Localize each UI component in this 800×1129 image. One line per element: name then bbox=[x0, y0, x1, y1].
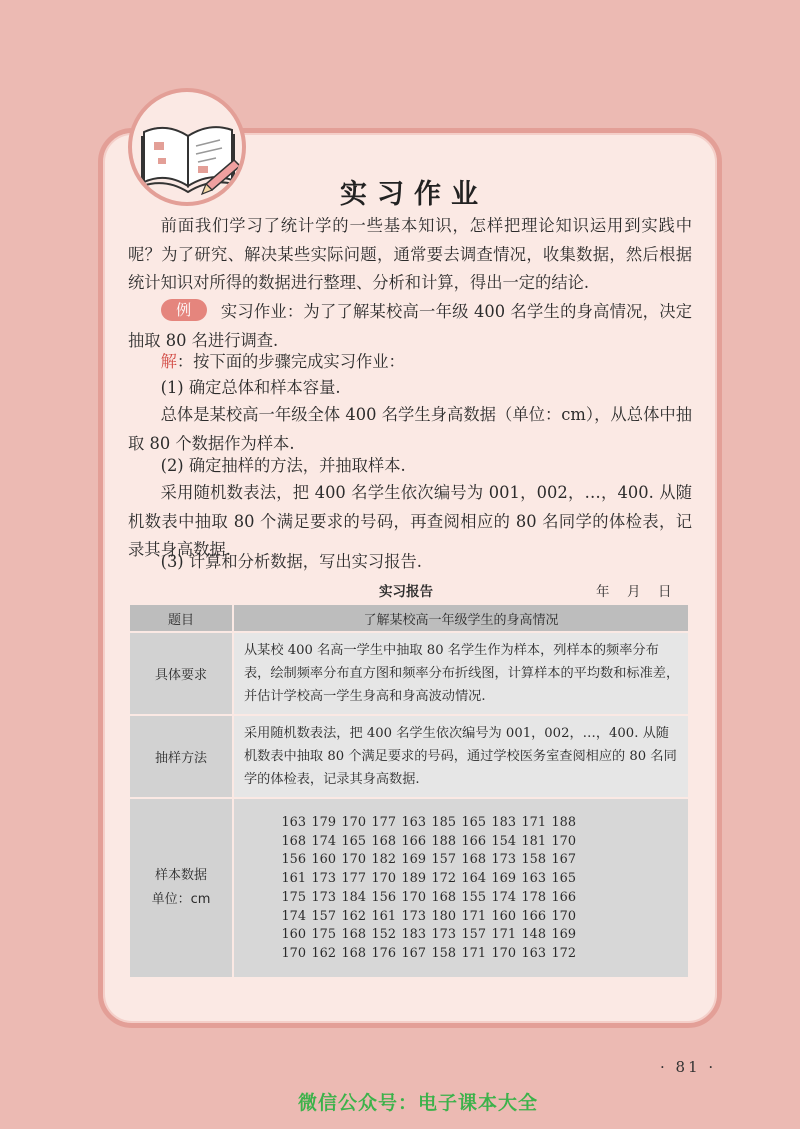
sample-value: 166 bbox=[401, 833, 426, 849]
sample-value: 167 bbox=[401, 945, 426, 961]
sample-value: 170 bbox=[371, 871, 396, 887]
step1-text: 总体是某校高一年级全体 400 名学生身高数据（单位：cm），从总体中抽取 80 个数据作为样本. bbox=[128, 405, 692, 453]
topic-label: 题目 bbox=[129, 604, 233, 632]
sample-value: 173 bbox=[431, 927, 456, 943]
sample-value: 175 bbox=[311, 927, 336, 943]
sample-value: 163 bbox=[521, 871, 546, 887]
sample-value: 152 bbox=[371, 927, 396, 943]
sample-value: 170 bbox=[491, 945, 516, 961]
sample-value: 161 bbox=[371, 908, 396, 924]
sample-value: 168 bbox=[431, 889, 456, 905]
watermark-text: 微信公众号：电子课本大全 bbox=[298, 1092, 539, 1114]
data-label-cell bbox=[129, 798, 233, 978]
topic-value: 了解某校高一年级学生的身高情况 bbox=[233, 604, 689, 632]
sample-value: 179 bbox=[311, 815, 336, 831]
sample-value: 162 bbox=[311, 945, 336, 961]
sample-value: 170 bbox=[551, 908, 576, 924]
sample-value: 177 bbox=[371, 815, 396, 831]
sample-value: 168 bbox=[461, 852, 486, 868]
sample-value: 178 bbox=[521, 889, 546, 905]
data-label: 样本数据 bbox=[154, 868, 207, 883]
sample-value: 177 bbox=[341, 871, 366, 887]
sample-value: 160 bbox=[311, 852, 336, 868]
sample-value: 154 bbox=[491, 833, 516, 849]
sample-value: 168 bbox=[341, 927, 366, 943]
sample-value: 170 bbox=[401, 889, 426, 905]
solution-line bbox=[128, 348, 692, 377]
method-label: 抽样方法 bbox=[129, 715, 233, 798]
sample-value: 170 bbox=[551, 833, 576, 849]
sample-value: 175 bbox=[281, 889, 306, 905]
open-book-pencil-icon bbox=[136, 102, 246, 202]
sample-value: 174 bbox=[491, 889, 516, 905]
sample-value: 174 bbox=[311, 833, 336, 849]
sample-value: 183 bbox=[401, 927, 426, 943]
sample-value: 163 bbox=[521, 945, 546, 961]
step2-text: 采用随机数表法，把 400 名学生依次编号为 001，002，…，400. 从随机数表中抽取 80 个满足要求的号码，再查阅相应的 80 名同学的体检表，记录其身高数据. bbox=[128, 483, 692, 559]
sample-value: 184 bbox=[341, 889, 366, 905]
sample-value: 189 bbox=[401, 871, 426, 887]
sample-value: 157 bbox=[461, 927, 486, 943]
solution-label: 解 bbox=[160, 352, 177, 371]
sample-value: 171 bbox=[521, 815, 546, 831]
sample-value: 173 bbox=[401, 908, 426, 924]
sample-value: 163 bbox=[401, 815, 426, 831]
page-number: · 81 · bbox=[660, 1058, 717, 1076]
sample-value: 173 bbox=[311, 871, 336, 887]
intro-paragraph: 前面我们学习了统计学的一些基本知识，怎样把理论知识运用到实践中呢？为了研究、解决某些实际问题，通常要去调查情况，收集数据，然后根据统计知识对所得的数据进行整理、分析和计算，得出一定的结论. bbox=[128, 216, 692, 292]
sample-value: 172 bbox=[551, 945, 576, 961]
sample-value: 176 bbox=[371, 945, 396, 961]
sample-value: 171 bbox=[461, 945, 486, 961]
sample-value: 157 bbox=[311, 908, 336, 924]
sample-value: 155 bbox=[461, 889, 486, 905]
example-text: 实习作业：为了了解某校高一年级 400 名学生的身高情况，决定抽取 80 名进行调查. bbox=[128, 302, 692, 350]
req-label: 具体要求 bbox=[129, 632, 233, 715]
solution-text: ：按下面的步骤完成实习作业： bbox=[176, 352, 405, 371]
sample-value: 169 bbox=[491, 871, 516, 887]
sample-value: 185 bbox=[431, 815, 456, 831]
example-paragraph bbox=[128, 298, 692, 355]
sample-value: 188 bbox=[431, 833, 456, 849]
report-header bbox=[128, 578, 688, 602]
sample-value: 173 bbox=[311, 889, 336, 905]
sample-value: 156 bbox=[371, 889, 396, 905]
sample-value: 168 bbox=[281, 833, 306, 849]
sample-value: 171 bbox=[491, 927, 516, 943]
sample-value: 174 bbox=[281, 908, 306, 924]
sample-value: 182 bbox=[371, 852, 396, 868]
step2-heading: (2) 确定抽样的方法，并抽取样本. bbox=[160, 456, 406, 475]
report-method-row bbox=[129, 715, 689, 798]
sample-data-grid bbox=[280, 815, 674, 961]
report-data-row bbox=[129, 798, 689, 978]
sample-value: 171 bbox=[461, 908, 486, 924]
sample-value: 172 bbox=[431, 871, 456, 887]
sample-value: 166 bbox=[551, 889, 576, 905]
sample-value: 165 bbox=[551, 871, 576, 887]
method-value: 采用随机数表法，把 400 名学生依次编号为 001，002，…，400. 从随机数表中抽取 80 个满足要求的号码，通过学校医务室查阅相应的 80 名同学的体检表，记录其身高数据. bbox=[233, 715, 689, 798]
sample-value: 169 bbox=[551, 927, 576, 943]
sample-value: 163 bbox=[281, 815, 306, 831]
sample-value: 168 bbox=[371, 833, 396, 849]
report-topic-row bbox=[129, 604, 689, 632]
report-date: 年 月 日 bbox=[596, 584, 674, 600]
sample-value: 170 bbox=[281, 945, 306, 961]
report-table bbox=[128, 603, 690, 979]
sample-value: 156 bbox=[281, 852, 306, 868]
report-heading: 实习报告 bbox=[379, 584, 433, 600]
report-req-row bbox=[129, 632, 689, 715]
sample-value: 158 bbox=[431, 945, 456, 961]
sample-value: 173 bbox=[491, 852, 516, 868]
sample-value: 181 bbox=[521, 833, 546, 849]
sample-value: 183 bbox=[491, 815, 516, 831]
sample-value: 166 bbox=[461, 833, 486, 849]
step3-heading: (3) 计算和分析数据，写出实习报告. bbox=[160, 552, 422, 571]
sample-value: 170 bbox=[341, 852, 366, 868]
sample-value: 166 bbox=[521, 908, 546, 924]
sample-value: 164 bbox=[461, 871, 486, 887]
step1-heading: (1) 确定总体和样本容量. bbox=[160, 378, 341, 397]
sample-value: 165 bbox=[461, 815, 486, 831]
unit-label: 单位：cm bbox=[151, 892, 211, 907]
notebook-icon-circle bbox=[128, 88, 246, 206]
sample-value: 168 bbox=[341, 945, 366, 961]
sample-value: 157 bbox=[431, 852, 456, 868]
sample-value: 180 bbox=[431, 908, 456, 924]
sample-value: 160 bbox=[491, 908, 516, 924]
sample-value: 162 bbox=[341, 908, 366, 924]
sample-value: 170 bbox=[341, 815, 366, 831]
data-values-cell bbox=[233, 798, 689, 978]
page-title: 实习作业 bbox=[340, 179, 488, 210]
sample-value: 188 bbox=[551, 815, 576, 831]
sample-value: 165 bbox=[341, 833, 366, 849]
sample-value: 158 bbox=[521, 852, 546, 868]
sample-value: 167 bbox=[551, 852, 576, 868]
sample-value: 169 bbox=[401, 852, 426, 868]
sample-value: 160 bbox=[281, 927, 306, 943]
sample-value: 148 bbox=[521, 927, 546, 943]
example-badge: 例 bbox=[161, 299, 207, 321]
req-value: 从某校 400 名高一学生中抽取 80 名学生作为样本，列样本的频率分布表，绘制频率分布直方图和频率分布折线图，计算样本的平均数和标准差，并估计学校高一学生身高和身高波动情况. bbox=[233, 632, 689, 715]
sample-value: 161 bbox=[281, 871, 306, 887]
